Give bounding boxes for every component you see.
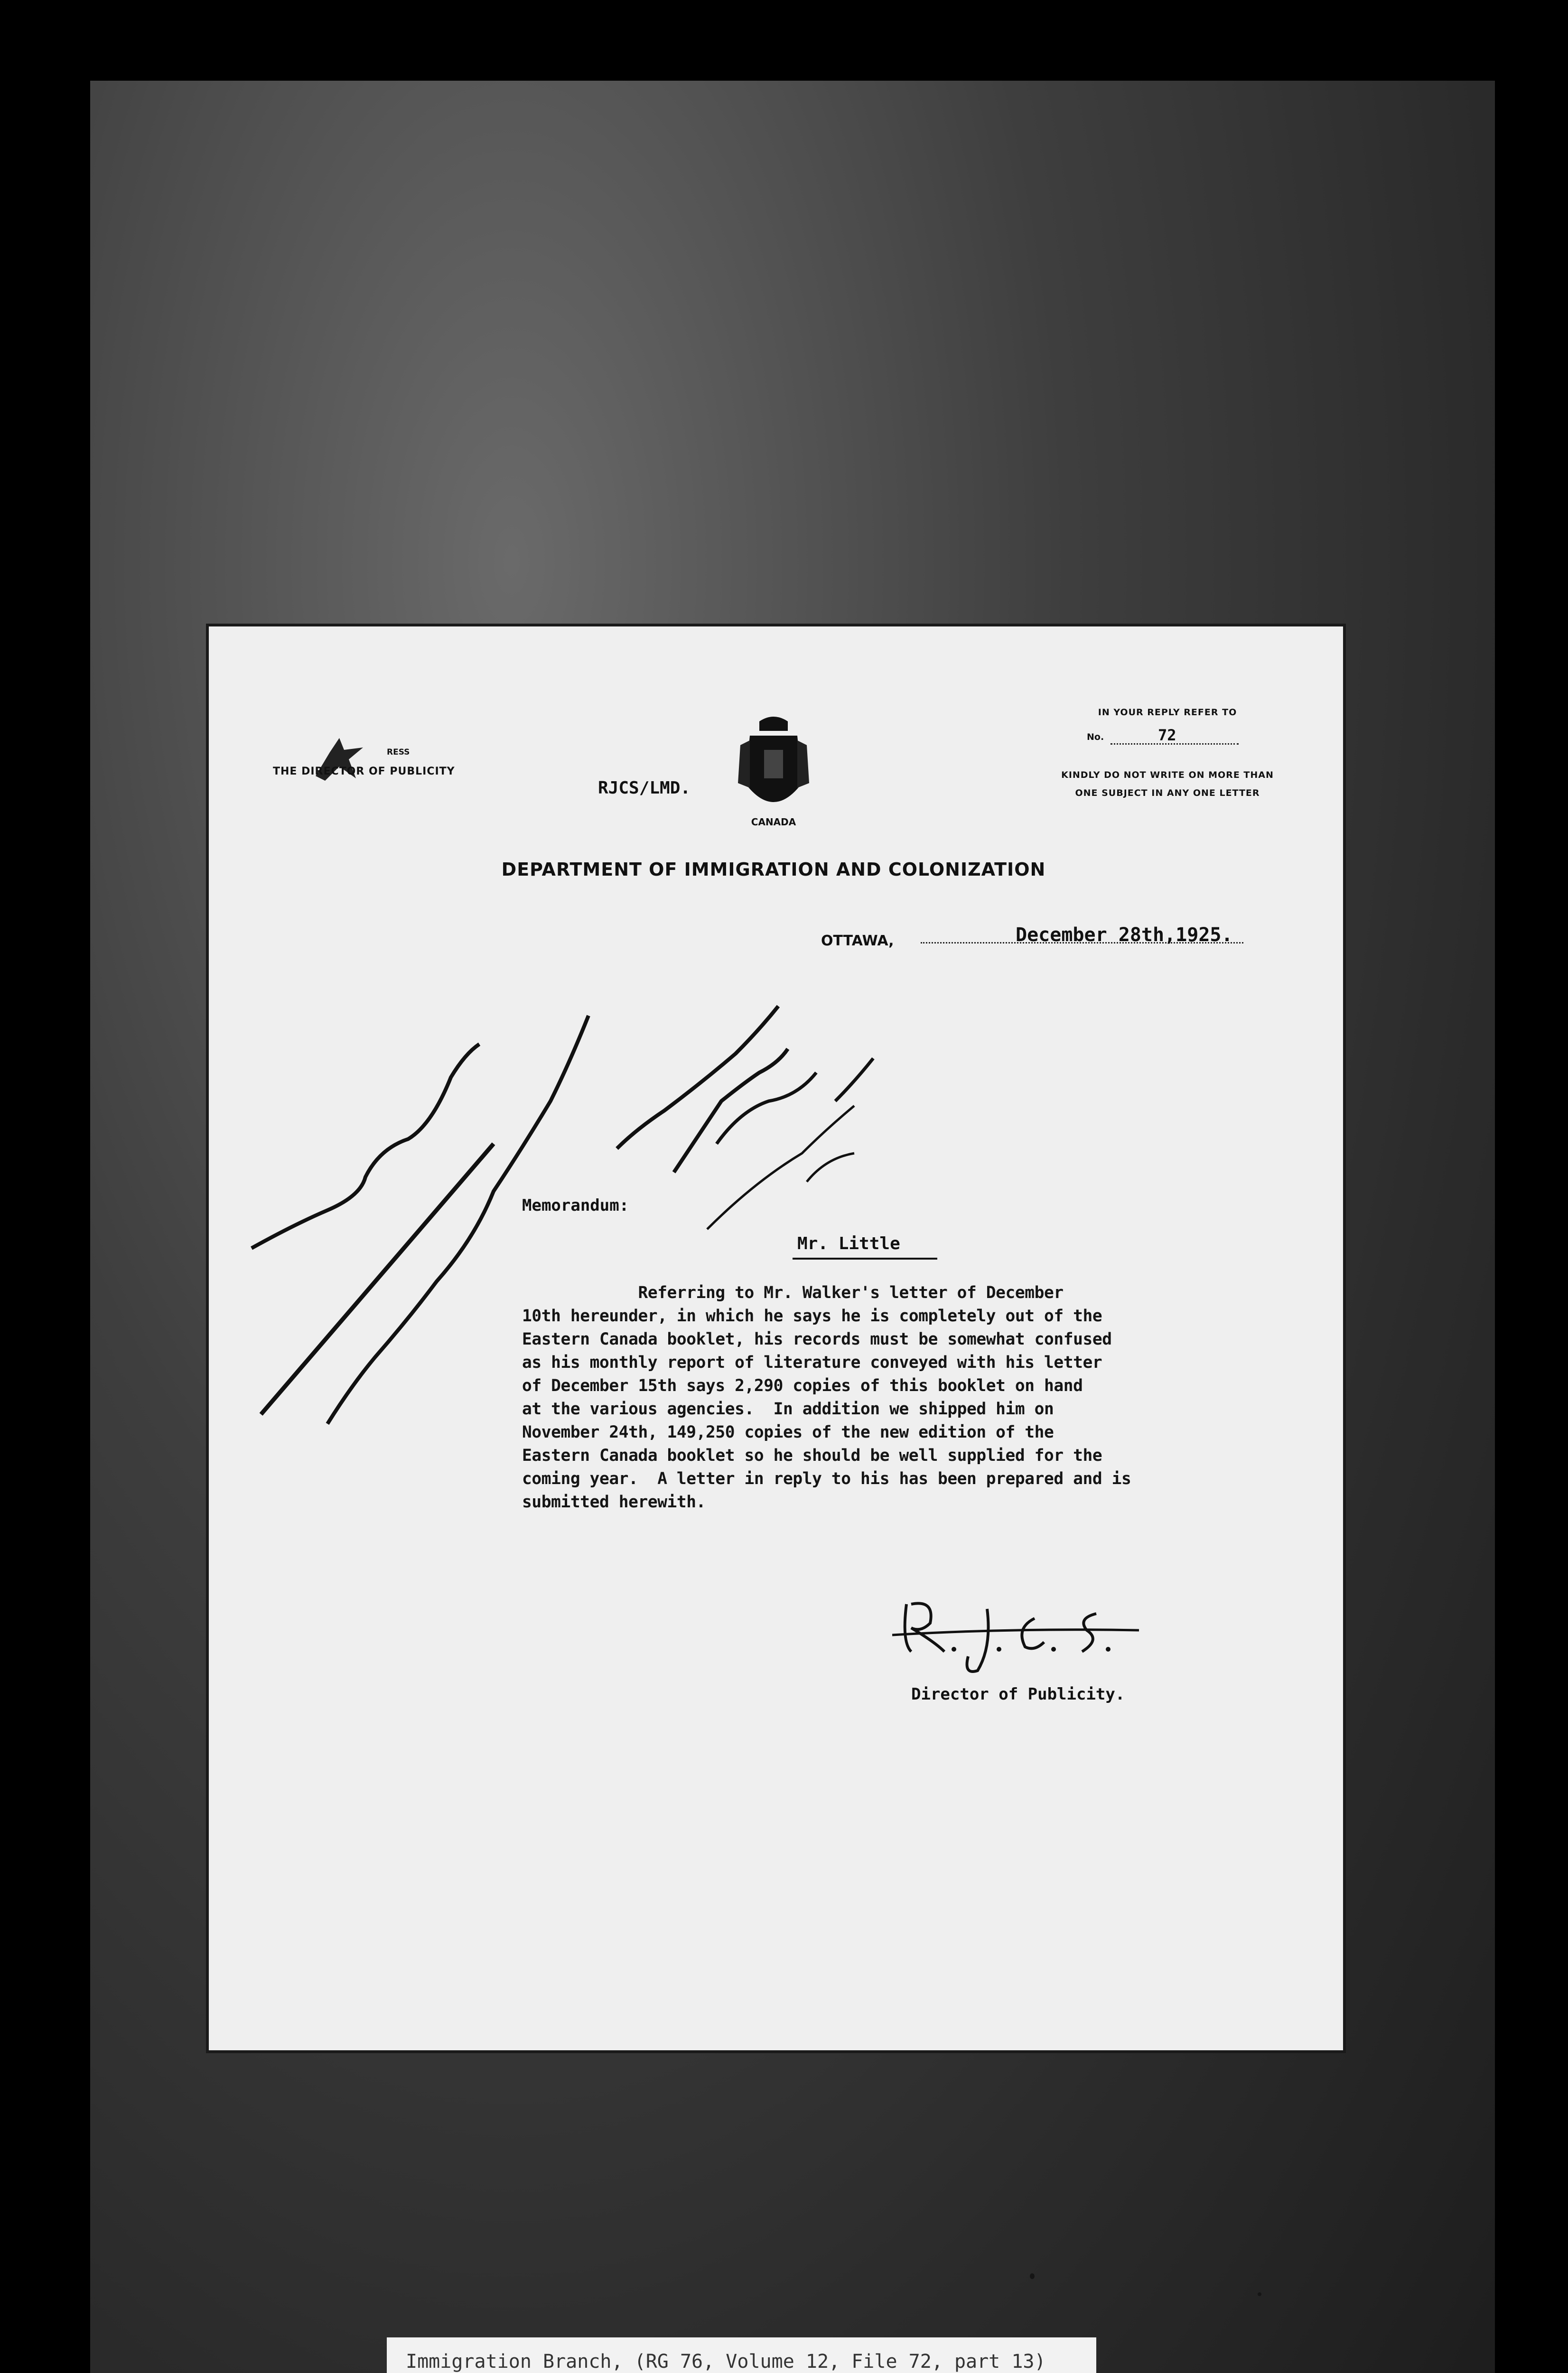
file-reference-label: Immigration Branch, (RG 76, Volume 12, File 72, part 13) — [387, 2337, 1096, 2373]
reply-instruction: KINDLY DO NOT WRITE ON MORE THAN — [1061, 770, 1274, 780]
memo-body: Referring to Mr. Walker's letter of December 10th hereunder, in which he says he is completely out of the Eastern Canada booklet, his records must be somewhat confused as his monthly report of literature conveyed with his letter of December 15th says 2,290 copies of this booklet on hand at the various agencies. In addition we shipped him on November 24th, 149,250 copies of the new edition of the Eastern Canada booklet so he should be well supplied for the coming year. A letter in reply to his has been prepared and is submitted herewith. — [522, 1283, 1131, 1512]
eagle-emblem-icon — [311, 733, 373, 785]
board-speck — [1258, 2292, 1261, 2296]
reply-number-value: 72 — [1158, 726, 1176, 744]
memorandum-label: Memorandum: — [522, 1196, 629, 1215]
memo-date: December 28th,1925. — [1016, 924, 1233, 946]
letterhead-department — [273, 747, 520, 790]
signatory-title: Director of Publicity. — [911, 1685, 1125, 1704]
addressee: Mr. Little — [797, 1234, 900, 1253]
reply-instruction: ONE SUBJECT IN ANY ONE LETTER — [1075, 788, 1260, 798]
addressee-underline — [793, 1258, 937, 1260]
reference-code: RJCS/LMD. — [598, 778, 691, 798]
memo-paper — [209, 626, 1343, 2050]
department-title: DEPARTMENT OF IMMIGRATION AND COLONIZATION — [501, 859, 1046, 880]
place-label: OTTAWA, — [821, 933, 894, 949]
canada-crest-icon — [731, 712, 816, 831]
reply-instruction: IN YOUR REPLY REFER TO — [1098, 707, 1237, 718]
reply-number-row — [1044, 726, 1291, 745]
board-speck — [1030, 2273, 1035, 2279]
crest-caption: CANADA — [751, 816, 796, 828]
letterhead-word-fragment: RESS — [387, 747, 410, 757]
reply-reference-box — [1044, 707, 1291, 798]
reply-number-label: No. — [1087, 732, 1104, 742]
handwritten-signature — [892, 1585, 1158, 1680]
letterhead-director: THE DIRECTOR OF PUBLICITY — [273, 766, 455, 777]
